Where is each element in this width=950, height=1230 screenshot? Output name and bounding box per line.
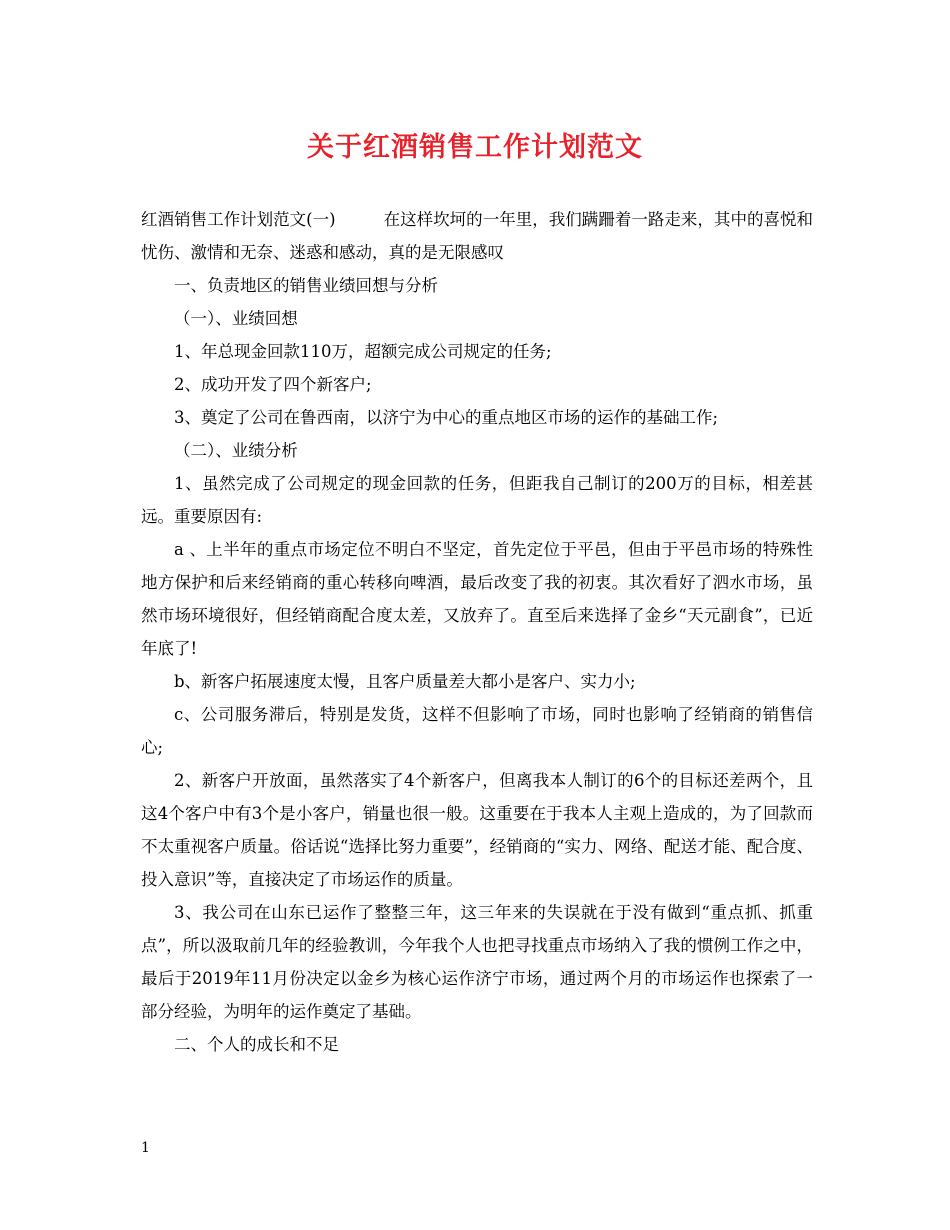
subsection-heading-2: （二）、业绩分析 [174, 441, 298, 460]
paragraph-item: a 、上半年的重点市场定位不明白不坚定，首先定位于平邑，但由于平邑市场的特殊性地方保护和后来经销商的重心转移向啤酒，最后改变了我的初衷。其次看好了泗水市场，虽然市场环境很好，但经销商配合度太差，又放弃了。直至后来选择了金乡“天元副食”，已近年底了! [141, 540, 813, 658]
paragraph-item: 2、新客户开放面，虽然落实了4个新客户，但离我本人制订的6个的目标还差两个，且这4个客户中有3个是小客户，销量也很一般。这重要在于我本人主观上造成的，为了回款而不太重视客户质量。俗话说“选择比努力重要”，经销商的“实力、网络、配送才能、配合度、投入意识”等，直接决定了市场运作的质量。 [141, 771, 813, 889]
paragraph-item: 3、我公司在山东已运作了整整三年，这三年来的失误就在于没有做到“重点抓、抓重点”，所以汲取前几年的经验教训，今年我个人也把寻找重点市场纳入了我的惯例工作之中，最后于2019年11月份决定以金乡为核心运作济宁市场，通过两个月的市场运作也探索了一部分经验，为明年的运作奠定了基础。 [141, 903, 813, 1021]
paragraph-item: 1、年总现金回款110万，超额完成公司规定的任务; [174, 342, 552, 361]
paragraph-item: 1、虽然完成了公司规定的现金回款的任务，但距我自己制订的200万的目标，相差甚远。重要原因有: [141, 474, 813, 526]
intro-text: 在这样坎坷的一年里，我们蹒跚着一路走来，其中的喜悦和忧伤、激情和无奈、迷惑和感动，真的是无限感叹 [141, 210, 814, 262]
paragraph-item: c、公司服务滞后，特别是发货，这样不但影响了市场，同时也影响了经销商的销售信心; [141, 705, 813, 757]
paragraph-item: 2、成功开发了四个新客户; [174, 375, 372, 394]
document-body [141, 203, 813, 1061]
section-heading-1: 一、负责地区的销售业绩回想与分析 [174, 276, 438, 295]
section-heading-2: 二、个人的成长和不足 [174, 1035, 339, 1054]
intro-label: 红酒销售工作计划范文(一) [141, 210, 336, 229]
paragraph-item: b、新客户拓展速度太慢，且客户质量差大都小是客户、实力小; [174, 672, 636, 691]
page-number: 1 [141, 1140, 150, 1156]
document-title: 关于红酒销售工作计划范文 [307, 132, 643, 163]
subsection-heading-1: （一）、业绩回想 [174, 309, 298, 328]
intro-paragraph [141, 203, 813, 269]
paragraph-item: 3、奠定了公司在鲁西南，以济宁为中心的重点地区市场的运作的基础工作; [174, 408, 719, 427]
